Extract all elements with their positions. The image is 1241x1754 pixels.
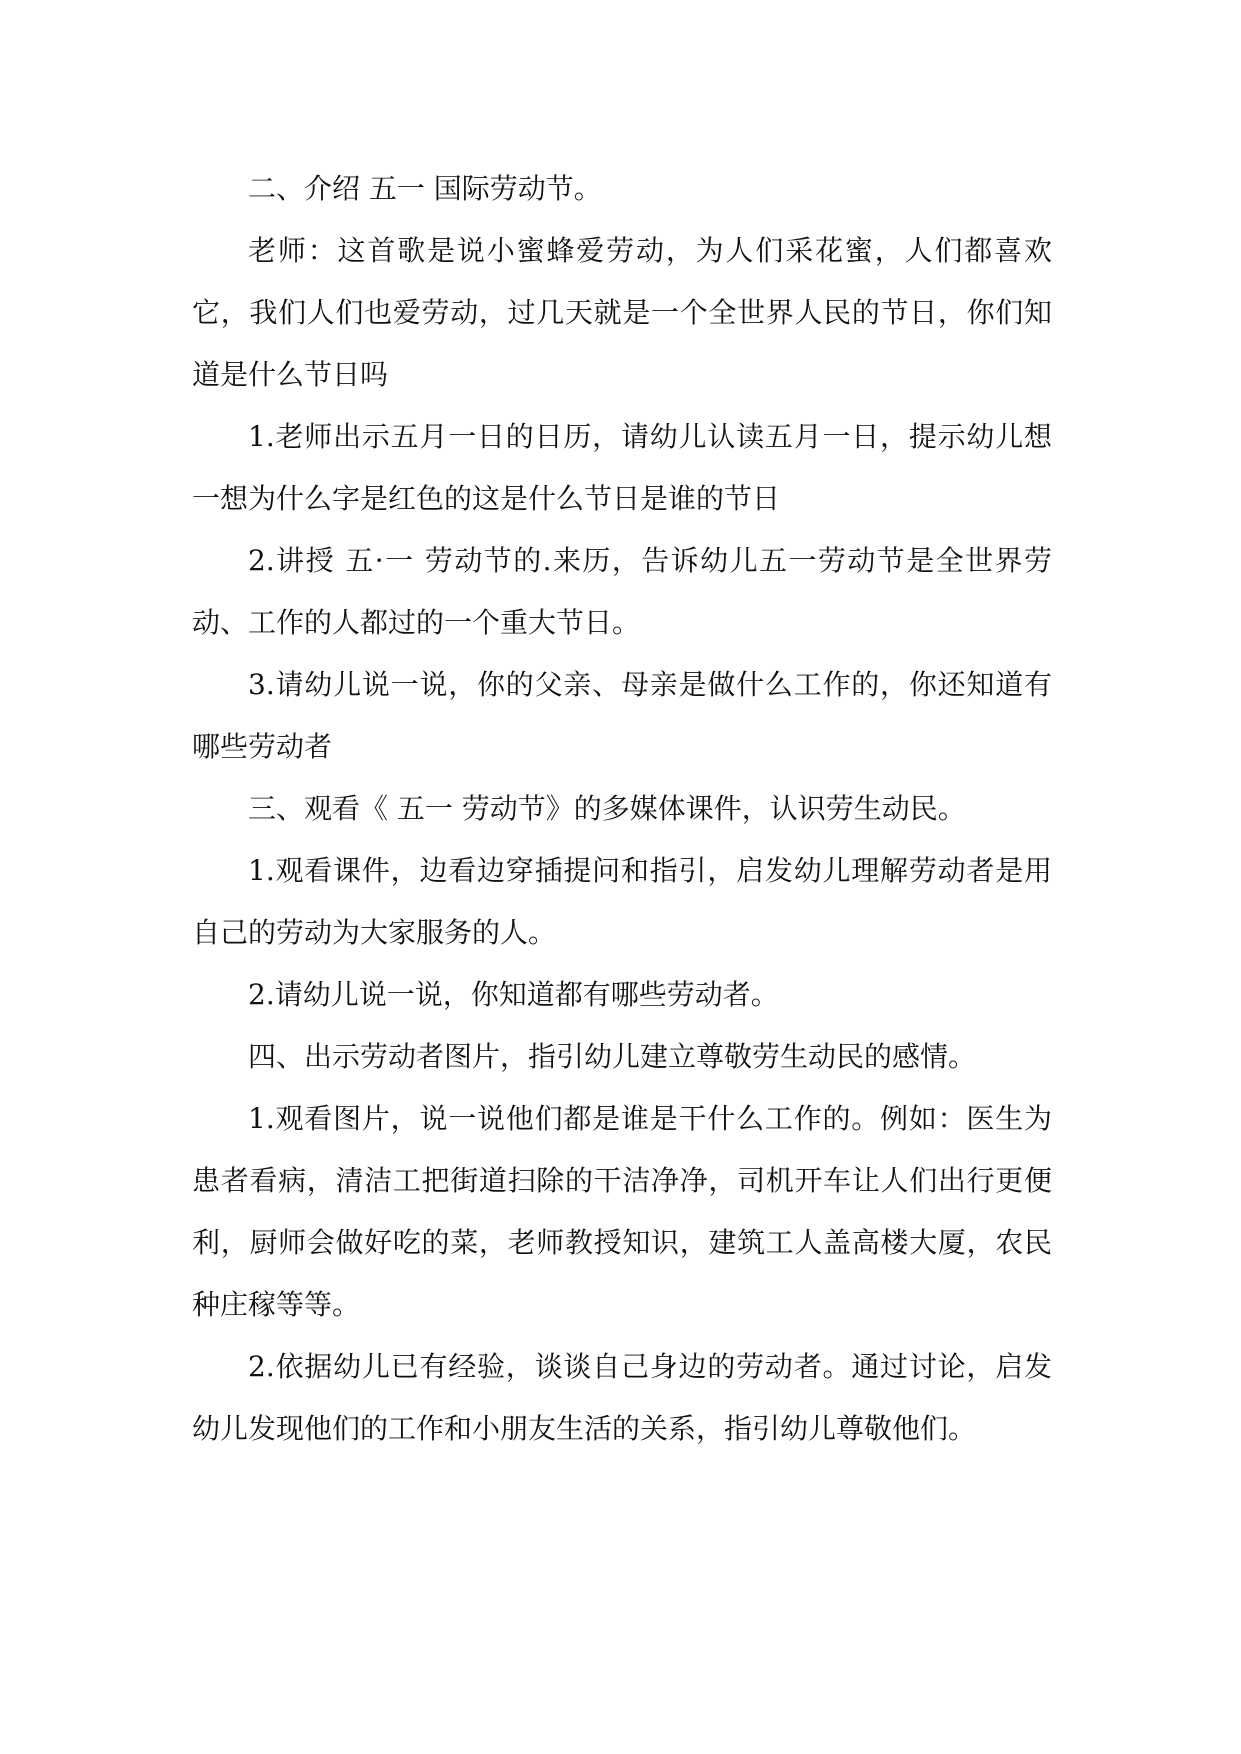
paragraph-teacher-intro: 老师：这首歌是说小蜜蜂爱劳动，为人们采花蜜，人们都喜欢它，我们人们也爱劳动，过几天就是一个全世界人民的节日，你们知道是什么节日吗 — [192, 234, 1052, 391]
list-item-3-2: 2.请幼儿说一说，你知道都有哪些劳动者。 — [248, 978, 779, 1011]
section-heading-3: 三、观看《 五一 劳动节》的多媒体课件，认识劳生动民。 — [248, 792, 966, 825]
list-item-2-1: 1.老师出示五月一日的日历，请幼儿认读五月一日，提示幼儿想一想为什么字是红色的这是什么节日是谁的节日 — [192, 420, 1052, 515]
list-item-2-3: 3.请幼儿说一说，你的父亲、母亲是做什么工作的，你还知道有哪些劳动者 — [192, 668, 1052, 763]
list-item-4-1: 1.观看图片，说一说他们都是谁是干什么工作的。例如：医生为患者看病，清洁工把街道扫除的干洁净净，司机开车让人们出行更便利，厨师会做好吃的菜，老师教授知识，建筑工人盖高楼大厦，农民种庄稼等等。 — [192, 1102, 1052, 1321]
list-item-3-1: 1.观看课件，边看边穿插提问和指引，启发幼儿理解劳动者是用自己的劳动为大家服务的人。 — [192, 854, 1052, 949]
list-item-4-2: 2.依据幼儿已有经验，谈谈自己身边的劳动者。通过讨论，启发幼儿发现他们的工作和小朋友生活的关系，指引幼儿尊敬他们。 — [192, 1350, 1052, 1445]
body-text — [192, 158, 1052, 1460]
section-heading-2: 二、介绍 五一 国际劳动节。 — [248, 172, 602, 205]
section-heading-4: 四、出示劳动者图片，指引幼儿建立尊敬劳生动民的感情。 — [248, 1040, 977, 1073]
list-item-2-2: 2.讲授 五·一 劳动节的.来历，告诉幼儿五一劳动节是全世界劳动、工作的人都过的一个重大节日。 — [192, 544, 1052, 639]
